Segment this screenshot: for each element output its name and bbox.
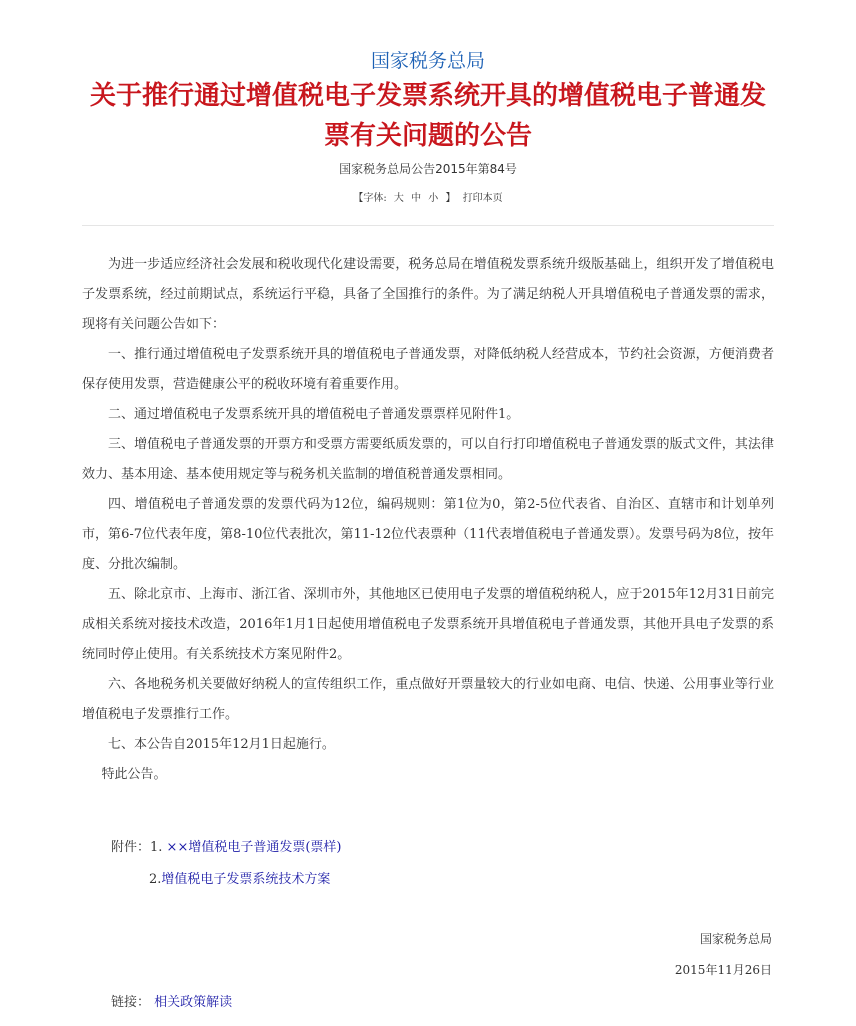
- signature-date: 2015年11月26日: [674, 963, 772, 977]
- issuing-org: 国家税务总局: [370, 50, 485, 72]
- paragraph: 四、增值税电子普通发票的发票代码为12位，编码规则：第1位为0，第2-5位代表省、自治区、直辖市和计划单列市，第6-7位代表年度，第8-10位代表批次，第11-12位代表票种（11代表增值税电子普通发票）。发票号码为8位，按年度、分批次编制。: [82, 497, 774, 572]
- policy-interpretation-link[interactable]: 相关政策解读: [154, 995, 233, 1010]
- paragraph: 为进一步适应经济社会发展和税收现代化建设需要，税务总局在增值税发票系统升级版基础上，组织开发了增值税电子发票系统，经过前期试点，系统运行平稳，具备了全国推行的条件。为了满足纳税人开具增值税电子普通发票的需求，现将有关问题公告如下：: [82, 257, 774, 332]
- closing-paragraph: 特此公告。: [101, 767, 167, 782]
- attachment-number-2: 2.: [149, 872, 162, 887]
- font-medium-button[interactable]: 中: [411, 193, 422, 204]
- attachment-row-2: [149, 868, 330, 887]
- paragraph: 七、本公告自2015年12月1日起施行。: [108, 737, 335, 752]
- paragraph: 六、各地税务机关要做好纳税人的宣传组织工作，重点做好开票量较大的行业如电商、电信、快递、公用事业等行业增值税电子发票推行工作。: [82, 677, 774, 722]
- attachment-label: 附件：1.: [111, 840, 163, 855]
- article-body: [82, 250, 774, 790]
- paragraph: 二、通过增值税电子发票系统开具的增值税电子普通发票票样见附件1。: [108, 407, 520, 422]
- page-title: 关于推行通过增值税电子发票系统开具的增值税电子普通发票有关问题的公告: [89, 81, 766, 151]
- attachment-link-2[interactable]: 增值税电子发票系统技术方案: [161, 872, 331, 887]
- attachment-link-1[interactable]: ××增值税电子普通发票(票样): [166, 840, 342, 855]
- print-page-link[interactable]: 打印本页: [462, 193, 503, 204]
- font-label: 【字体:: [353, 193, 387, 204]
- font-size-toolbar: [0, 189, 856, 204]
- divider: [82, 225, 774, 226]
- signature-org: 国家税务总局: [699, 932, 772, 946]
- attachment-row-1: [111, 836, 341, 855]
- related-links-row: [111, 991, 232, 1010]
- font-large-button[interactable]: 大: [393, 193, 404, 204]
- paragraph: 五、除北京市、上海市、浙江省、深圳市外，其他地区已使用电子发票的增值税纳税人，应于2015年12月31日前完成相关系统对接技术改造，2016年1月1日起使用增值税电子发票系统开具增值税电子普通发票，其他开具电子发票的系统同时停止使用。有关系统技术方案见附件2。: [82, 587, 774, 662]
- links-label: 链接：: [111, 995, 151, 1010]
- font-label-end: 】: [445, 193, 456, 204]
- paragraph: 一、推行通过增值税电子发票系统开具的增值税电子普通发票，对降低纳税人经营成本，节约社会资源，方便消费者保存使用发票，营造健康公平的税收环境有着重要作用。: [82, 347, 774, 392]
- paragraph: 三、增值税电子普通发票的开票方和受票方需要纸质发票的，可以自行打印增值税电子普通发票的版式文件，其法律效力、基本用途、基本使用规定等与税务机关监制的增值税普通发票相同。: [82, 437, 774, 482]
- font-small-button[interactable]: 小: [428, 193, 439, 204]
- document-number: 国家税务总局公告2015年第84号: [339, 162, 517, 176]
